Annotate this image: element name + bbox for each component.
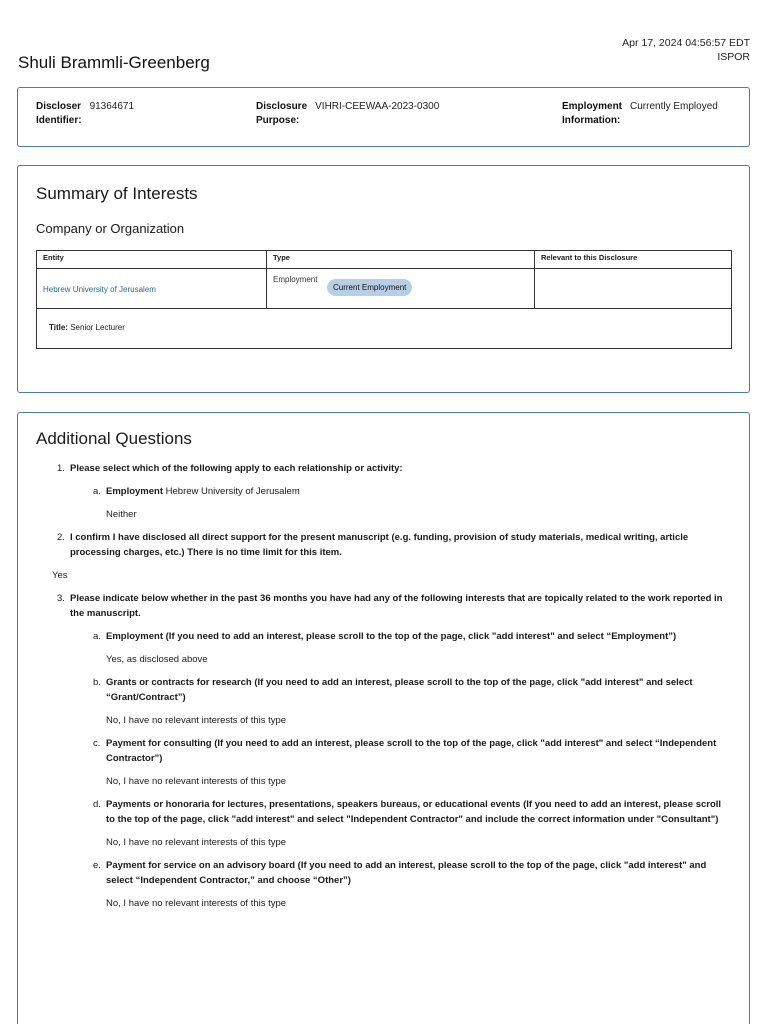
- summary-title: Summary of Interests: [36, 184, 198, 203]
- sub-question-number: a.: [93, 631, 101, 642]
- question-2: [52, 530, 730, 583]
- table-row: [37, 269, 732, 309]
- question-text: I confirm I have disclosed all direct support for the present manuscript (e.g. funding, provision of study materials, medical writing, article processing charges, etc.) There is no time limit for this item.: [70, 532, 689, 558]
- question-1: [57, 461, 730, 522]
- question-number: 2.: [57, 532, 65, 543]
- employment-information-value: Currently Employed: [630, 101, 718, 112]
- employment-information: [562, 100, 718, 128]
- sub-question-text: [106, 484, 730, 499]
- disclosure-purpose: [256, 100, 439, 128]
- person-name: Shuli Brammli-Greenberg: [18, 53, 210, 72]
- table-row: [37, 309, 732, 349]
- type-label: Employment: [273, 275, 318, 284]
- question-3b: [93, 675, 730, 728]
- summary-subtitle: Company or Organization: [36, 221, 185, 236]
- sub-question-text: Payment for service on an advisory board (If you need to add an interest, please scroll to the top of the page, click "add interest" and select “Independent Contractor,” and choose “Other”): [106, 860, 707, 886]
- sub-question-label: Employment: [106, 486, 164, 497]
- table-header-row: [37, 251, 732, 269]
- sub-question-text: Payments or honoraria for lectures, presentations, speakers bureaus, or educational events (If you need to add an interest, please scroll to the top of the page, click "add interest" and select "Independent Contractor" and include the correct information under "Consultant"): [106, 799, 722, 825]
- question-number: 3.: [57, 593, 65, 604]
- summary-of-interests-card: [17, 165, 750, 393]
- answer-text: No, I have no relevant interests of this type: [106, 898, 287, 909]
- answer-text: Yes, as disclosed above: [106, 654, 208, 665]
- sub-question-number: a.: [93, 486, 101, 497]
- additional-questions-card: [17, 412, 750, 1024]
- entity-cell: [37, 269, 267, 309]
- entity-link[interactable]: Hebrew University of Jerusalem: [43, 285, 156, 294]
- question-text: Please select which of the following apply to each relationship or activity:: [70, 463, 403, 474]
- column-header-type: Type: [267, 251, 535, 269]
- discloser-identifier-value: 91364671: [89, 101, 135, 112]
- disclosure-purpose-value: VIHRI-CEEWAA-2023-0300: [315, 101, 440, 112]
- current-employment-badge: Current Employment: [327, 279, 412, 296]
- answer-text: No, I have no relevant interests of this type: [106, 715, 287, 726]
- question-3: [57, 591, 730, 911]
- sub-question-entity: Hebrew University of Jerusalem: [163, 486, 300, 497]
- disclosure-purpose-label: Disclosure Purpose:: [256, 101, 308, 126]
- question-3c: [93, 736, 730, 789]
- sub-question-number: b.: [93, 677, 101, 688]
- employment-information-label: Employment Information:: [562, 101, 623, 126]
- question-3a: [93, 629, 730, 667]
- organization-name: ISPOR: [717, 51, 750, 63]
- answer-text: Yes: [52, 570, 68, 581]
- title-value: Senior Lecturer: [70, 323, 125, 332]
- questions-title: Additional Questions: [36, 429, 192, 448]
- timestamp-text: Apr 17, 2024 04:56:57 EDT: [622, 37, 750, 49]
- type-cell: [267, 269, 535, 309]
- question-1a: [93, 484, 730, 522]
- discloser-identifier-label: Discloser Identifier:: [36, 101, 82, 126]
- disclosure-info-card: [17, 87, 750, 147]
- column-header-entity: Entity: [37, 251, 267, 269]
- title-cell: [37, 309, 732, 349]
- sub-question-text: Payment for consulting (If you need to add an interest, please scroll to the top of the page, click "add interest" and select “Independent Contractor”): [106, 738, 717, 764]
- sub-question-number: d.: [93, 799, 101, 810]
- sub-question-number: c.: [93, 738, 101, 749]
- questions-list: [52, 461, 730, 919]
- discloser-identifier: [36, 100, 134, 128]
- column-header-relevant: Relevant to this Disclosure: [535, 251, 732, 269]
- report-timestamp: [622, 36, 750, 64]
- question-text: Please indicate below whether in the past 36 months you have had any of the following interests that are topically related to the work reported in the manuscript.: [70, 593, 723, 619]
- interests-table: [36, 250, 732, 349]
- answer-text: No, I have no relevant interests of this type: [106, 776, 287, 787]
- sub-question-number: e.: [93, 860, 101, 871]
- question-3e: [93, 858, 730, 911]
- answer-text: Neither: [106, 509, 137, 520]
- answer-text: No, I have no relevant interests of this type: [106, 837, 287, 848]
- sub-question-text: Employment (If you need to add an interest, please scroll to the top of the page, click "add interest" and select “Employment”): [106, 631, 677, 642]
- sub-question-text: Grants or contracts for research (If you need to add an interest, please scroll to the top of the page, click "add interest" and select “Grant/Contract”): [106, 677, 693, 703]
- question-3d: [93, 797, 730, 850]
- relevant-cell: [535, 269, 732, 309]
- question-number: 1.: [57, 463, 65, 474]
- title-label: Title:: [49, 323, 68, 332]
